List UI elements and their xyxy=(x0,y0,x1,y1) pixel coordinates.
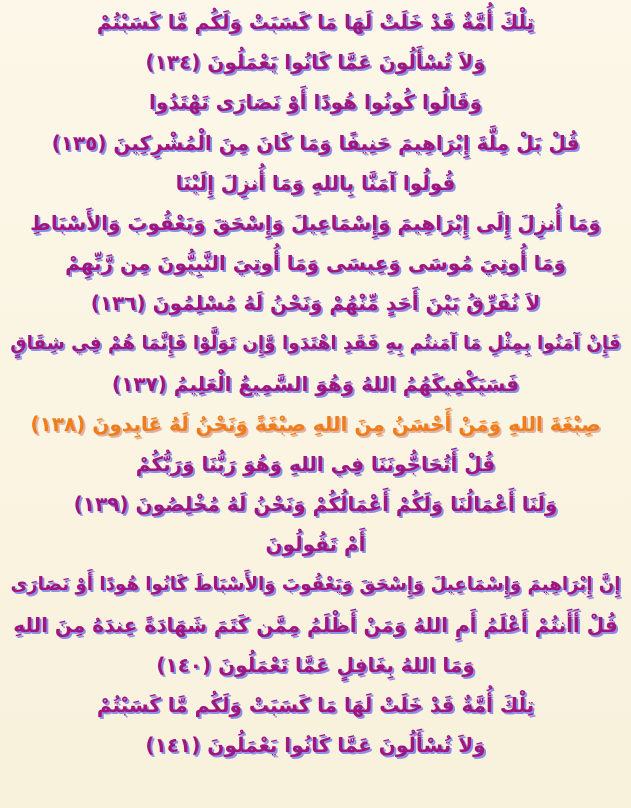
verse-text: قُلْ أَتُحَاجُّونَنَا فِي اللهِ وَهُوَ رَبُّنَا وَرَبُّكُمْ xyxy=(135,452,496,477)
verse-text: تِلْكَ أُمَّةٌ قَدْ خَلَتْ لَهَا مَا كَسَبَتْ وَلَكُم مَّا كَسَبْتُمْ xyxy=(96,10,535,34)
verse-list xyxy=(0,2,631,808)
verse-line xyxy=(0,364,631,404)
verse-text: وَلاَ تُسْأَلُونَ عَمَّا كَانُوا يَعْمَلُونَ (١٣٤) xyxy=(145,50,486,75)
verse-text: وَمَا أُوتِيَ مُوسَى وَعِيسَى وَمَا أُوتِيَ النَّبِيُّونَ مِن رَّبِّهِمْ xyxy=(65,251,566,276)
verse-text: وَلَنَا أَعْمَالُنَا وَلَكُمْ أَعْمَالُكُمْ وَنَحْنُ لَهُ مُخْلِصُونَ (١٣٩) xyxy=(73,492,558,517)
verse-line xyxy=(0,404,631,444)
verse-text: وَقَالُوا كُونُوا هُودًا أَوْ نَصَارَى تَهْتَدُوا xyxy=(149,90,482,115)
verse-line xyxy=(0,42,631,82)
verse-text: وَمَا أُنزِلَ إِلَى إِبْرَاهِيمَ وَإِسْمَاعِيلَ وَإِسْحَقَ وَيَعْقُوبَ وَالأَسْبَاطِ xyxy=(30,210,601,235)
verse-line xyxy=(0,82,631,122)
verse-line xyxy=(0,725,631,765)
verse-line xyxy=(0,524,631,564)
verse-line xyxy=(0,123,631,163)
verse-line xyxy=(0,645,631,685)
verse-line xyxy=(0,565,631,605)
verse-line xyxy=(0,605,631,645)
verse-line xyxy=(0,163,631,203)
verse-text: قُولُوا آمَنَّا بِاللهِ وَمَا أُنزِلَ إِلَيْنَا xyxy=(175,170,456,195)
verse-text: فَإِنْ آمَنُوا بِمِثْلِ مَا آمَنتُم بِهِ فَقَدِ اهْتَدَوا وَّإِن تَوَلَّوْا فَإِنَّمَا هُمْ فِي شِقَاقٍ xyxy=(10,332,621,354)
verse-text: وَلاَ تُسْأَلُونَ عَمَّا كَانُوا يَعْمَلُونَ (١٤١) xyxy=(145,733,486,758)
verse-line xyxy=(0,203,631,243)
verse-line xyxy=(0,283,631,323)
verse-text: وَمَا اللهُ بِغَافِلٍ عَمَّا تَعْمَلُونَ (١٤٠) xyxy=(156,653,475,677)
verse-text: فَسَيَكْفِيكَهُمُ اللهُ وَهُوَ السَّمِيعُ الْعَلِيمُ (١٣٧) xyxy=(111,371,520,396)
verse-line xyxy=(0,484,631,524)
verse-text: تِلْكَ أُمَّةٌ قَدْ خَلَتْ لَهَا مَا كَسَبَتْ وَلَكُم مَّا كَسَبْتُمْ xyxy=(96,693,535,718)
verse-text: أَمْ تَقُولُونَ xyxy=(265,532,366,557)
verse-line xyxy=(0,685,631,725)
verse-text: قُلْ بَلْ مِلَّةَ إِبْرَاهِيمَ حَنِيفًا وَمَا كَانَ مِنَ الْمُشْرِكِينَ (١٣٥) xyxy=(51,130,580,155)
verse-line xyxy=(0,324,631,364)
verse-text: صِبْغَةَ اللهِ وَمَنْ أَحْسَنُ مِنَ اللهِ صِبْغَةً وَنَحْنُ لَهُ عَابِدونَ (١٣٨) xyxy=(30,411,601,436)
verse-text: إِنَّ إِبْرَاهِيمَ وَإِسْمَاعِيلَ وَإِسْحَقَ وَيَعْقُوبَ وَالأَسْبَاطَ كَانُوا هُودًا أَوْ نَصَارَى xyxy=(10,573,621,595)
verse-line xyxy=(0,243,631,283)
verse-line xyxy=(0,444,631,484)
verse-text: قُلْ أَأَنتُمْ أَعْلَمُ أَمِ اللهُ وَمَنْ أَظْلَمُ مِمَّن كَتَمَ شَهَادَةً عِندَهُ مِنَ اللهِ xyxy=(13,612,618,637)
verse-line xyxy=(0,2,631,42)
verse-text: لاَ نُفَرِّقُ بَيْنَ أَحَدٍ مِّنْهُمْ وَنَحْنُ لَهُ مُسْلِمُونَ (١٣٦) xyxy=(90,291,541,316)
